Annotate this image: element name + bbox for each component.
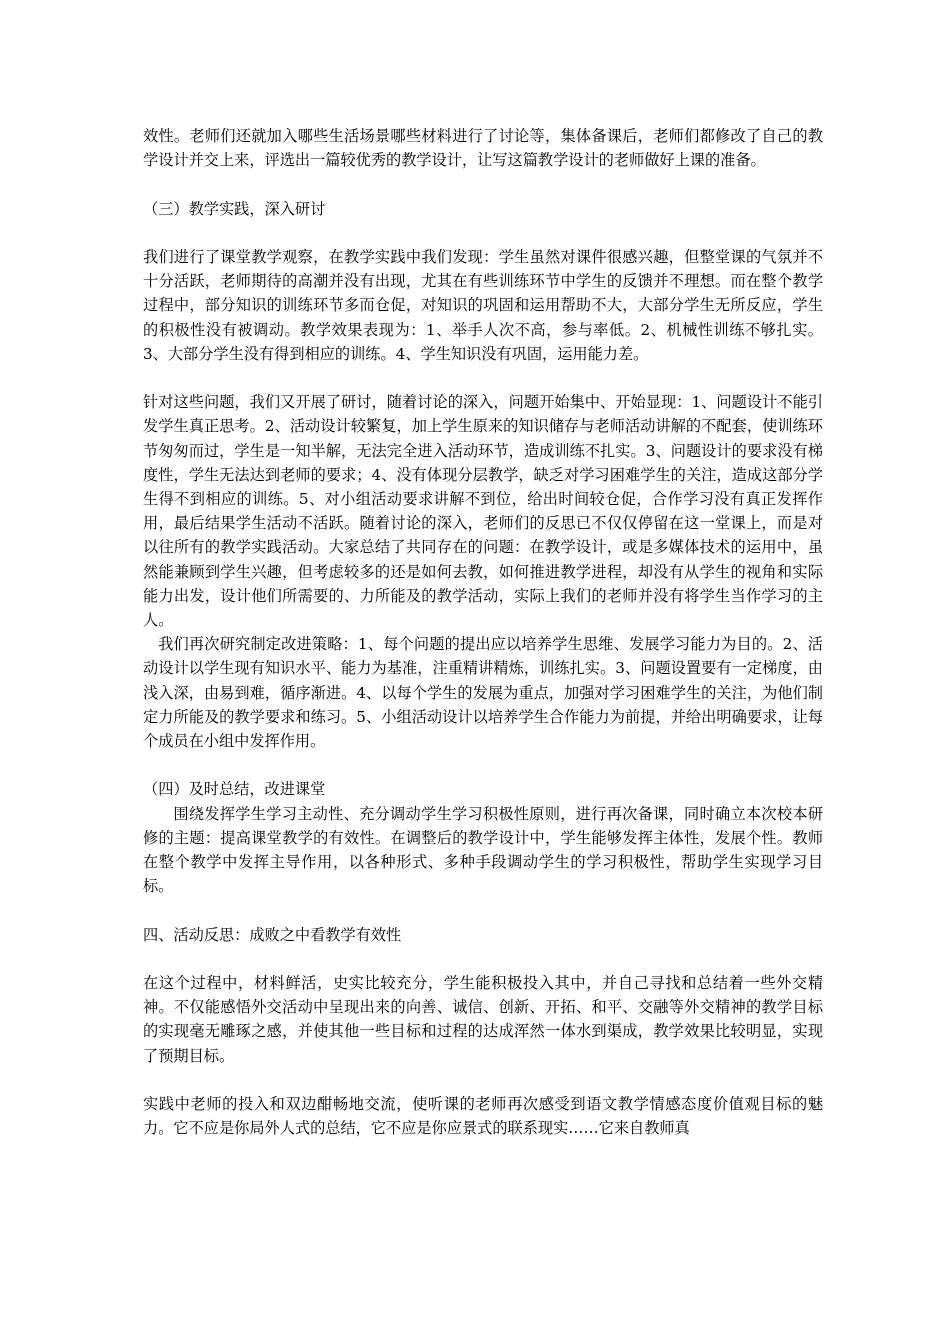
paragraph-reflection-practice: 实践中老师的投入和双边酣畅地交流，使听课的老师再次感受到语文教学情感态度价值观目标的魅力。它不应是你局外人式的总结，它不应是你应景式的联系现实……它来自教师真 <box>143 1095 823 1138</box>
paragraph-summary-body: 围绕发挥学生学习主动性、充分调动学生学习积极性原则，进行再次备课，同时确立本次校本研修的主题：提高课堂教学的有效性。在调整后的教学设计中，学生能够发挥主体性，发展个性。教师在整个教学中发挥主导作用，以各种形式、多种手段调动学生的学习积极性，帮助学生实现学习目标。 <box>143 804 823 896</box>
paragraph-gap <box>143 221 823 245</box>
paragraph-gap <box>143 366 823 390</box>
heading-timely-summary: （四）及时总结，改进课堂 <box>143 780 326 799</box>
paragraph-research-problems: 针对这些问题，我们又开展了研讨，随着讨论的深入，问题开始集中、开始显现：1、问题设计不能引发学生真正思考。2、活动设计较繁复，加上学生原来的知识储存与老师活动讲解的不配套，使训练环节匆匆而过，学生是一知半解，无法完全进入活动环节，造成训练不扎实。3、问题设计的要求没有梯度性，学生无法达到老师的要求；4、没有体现分层教学，缺乏对学习困难学生的关注，造成这部分学生得不到相应的训练。5、对小组活动要求讲解不到位，给出时间较仓促，合作学习没有真正发挥作用，最后结果学生活动不活跃。随着讨论的深入，老师们的反思已不仅仅停留在这一堂课上，而是对以往所有的教学实践活动。大家总结了共同存在的问题：在教学设计，或是多媒体技术的运用中，虽然能兼顾到学生兴趣，但考虑较多的还是如何去教，如何推进教学进程，却没有从学生的视角和实际能力出发，设计他们所需要的、力所能及的教学活动，实际上我们的老师并没有将学生当作学习的主人。 <box>143 393 823 630</box>
heading-teaching-practice: （三）教学实践，深入研讨 <box>143 199 326 218</box>
paragraph-gap <box>143 1068 823 1092</box>
heading-activity-reflection: 四、活动反思：成败之中看教学有效性 <box>143 925 402 944</box>
paragraph-reflection-process: 在这个过程中，材料鲜活，史实比较充分，学生能积极投入其中，并自己寻找和总结着一些外交精神。不仅能感悟外交活动中呈现出来的向善、诚信、创新、开拓、和平、交融等外交精神的教学目标的实现毫无雕琢之感，并使其他一些目标和过程的达成浑然一体水到渠成，教学效果比较明显，实现了预期目标。 <box>143 974 823 1065</box>
paragraph-classroom-observation: 我们进行了课堂教学观察，在教学实践中我们发现：学生虽然对课件很感兴趣，但整堂课的气氛并不十分活跃，老师期待的高潮并没有出现，尤其在有些训练环节中学生的反馈并不理想。而在整个教学过程中，部分知识的训练环节多而仓促，对知识的巩固和运用帮助不大，大部分学生无所反应，学生的积极性没有被调动。教学效果表现为：1、举手人次不高，参与率低。2、机械性训练不够扎实。3、大部分学生没有得到相应的训练。4、学生知识没有巩固，运用能力差。 <box>143 247 823 363</box>
paragraph-gap <box>143 172 823 196</box>
paragraph-gap <box>143 753 823 777</box>
paragraph-collective-lesson-prep: 效性。老师们还就加入哪些生活场景哪些材料进行了讨论等，集体备课后，老师们都修改了自己的教学设计并交上来，评选出一篇较优秀的教学设计，让写这篇教学设计的老师做好上课的准备。 <box>143 127 823 170</box>
paragraph-gap <box>143 947 823 971</box>
paragraph-improvement-strategy: 我们再次研究制定改进策略：1、每个问题的提出应以培养学生思维、发展学习能力为目的。2、活动设计以学生现有知识水平、能力为基准，注重精讲精炼，训练扎实。3、问题设置要有一定梯度，由浅入深，由易到难，循序渐进。4、以每个学生的发展为重点，加强对学习困难学生的关注，为他们制定力所能及的教学要求和练习。5、小组活动设计以培养学生合作能力为前提，并给出明确要求，让每个成员在小组中发挥作用。 <box>143 635 823 751</box>
document-page <box>143 124 823 1140</box>
paragraph-gap <box>143 898 823 922</box>
